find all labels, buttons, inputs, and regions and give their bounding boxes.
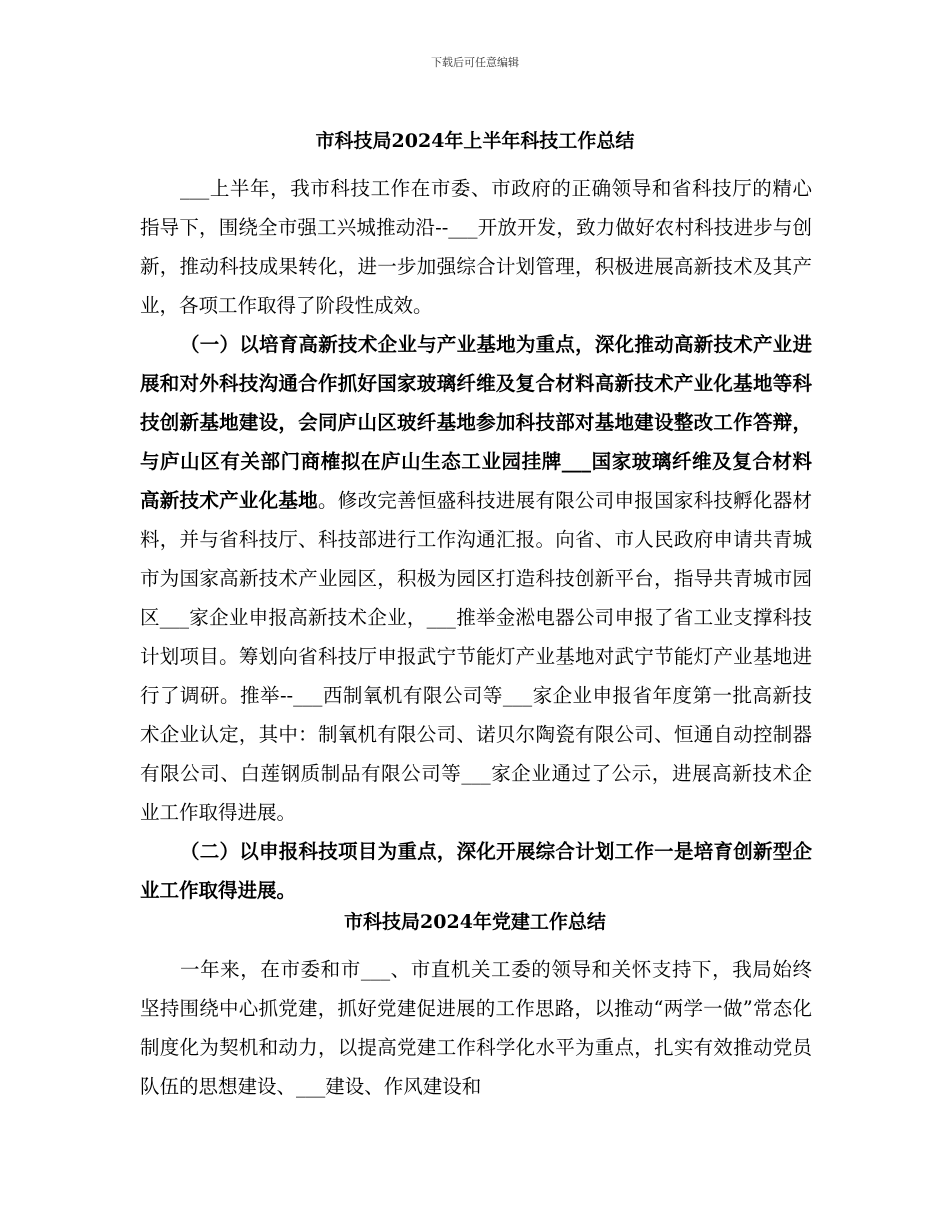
section1-intro-paragraph: ___上半年，我市科技工作在市委、市政府的正确领导和省科技厅的精心指导下，围绕全市强工兴城推动沿--___开放开发，致力做好农村科技进步与创新，推动科技成果转化，进一步加强综合计划管理，积极进展高新技术及其产业，各项工作取得了阶段性成效。 [140,177,812,317]
section1-title: 市科技局2024年上半年科技工作总结 [315,130,635,152]
section1-item1-paragraph [140,325,812,832]
section2-title: 市科技局2024年党建工作总结 [344,911,606,933]
section1-item2-heading: （二）以申报科技项目为重点，深化开展综合计划工作一是培育创新型企业工作取得进展。 [140,840,812,902]
section1-item2-paragraph [140,832,812,910]
section1-item1-body: 。修改完善恒盛科技进展有限公司申报国家科技孵化器材料，并与省科技厅、科技部进行工作沟通汇报。向省、市人民政府申请共青城市为国家高新技术产业园区，积极为园区打造科技创新平台，指导共青城市园区___家企业申报高新技术企业，___推举金淞电器公司申报了省工业支撑科技计划项目。筹划向省科技厅申报武宁节能灯产业基地对武宁节能灯产业基地进行了调研。推举--___西制氧机有限公司等___家企业申报省年度第一批高新技术企业认定，其中：制氧机有限公司、诺贝尔陶瓷有限公司、恒通自动控制器有限公司、白莲钢质制品有限公司等___家企业通过了公示，进展高新技术企业工作取得进展。 [140,489,812,824]
section2-intro-paragraph: 一年来，在市委和市___、市直机关工委的领导和关怀支持下，我局始终坚持围绕中心抓党建，抓好党建促进展的工作思路，以推动“两学一做”常态化制度化为契机和动力，以提高党建工作科学化水平为重点，扎实有效推动党员队伍的思想建设、___建设、作风建设和 [140,958,812,1098]
section1-item1-heading: （一）以培育高新技术企业与产业基地为重点，深化推动高新技术产业进展和对外科技沟通合作抓好国家玻璃纤维及复合材料高新技术产业化基地等科技创新基地建设，会同庐山区玻纤基地参加科技部对基地建设整改工作答辩，与庐山区有关部门商榷拟在庐山生态工业园挂牌___国家玻璃纤维及复合材料高新技术产业化基地 [140,333,812,512]
header-note: 下载后可任意编辑 [431,56,519,69]
